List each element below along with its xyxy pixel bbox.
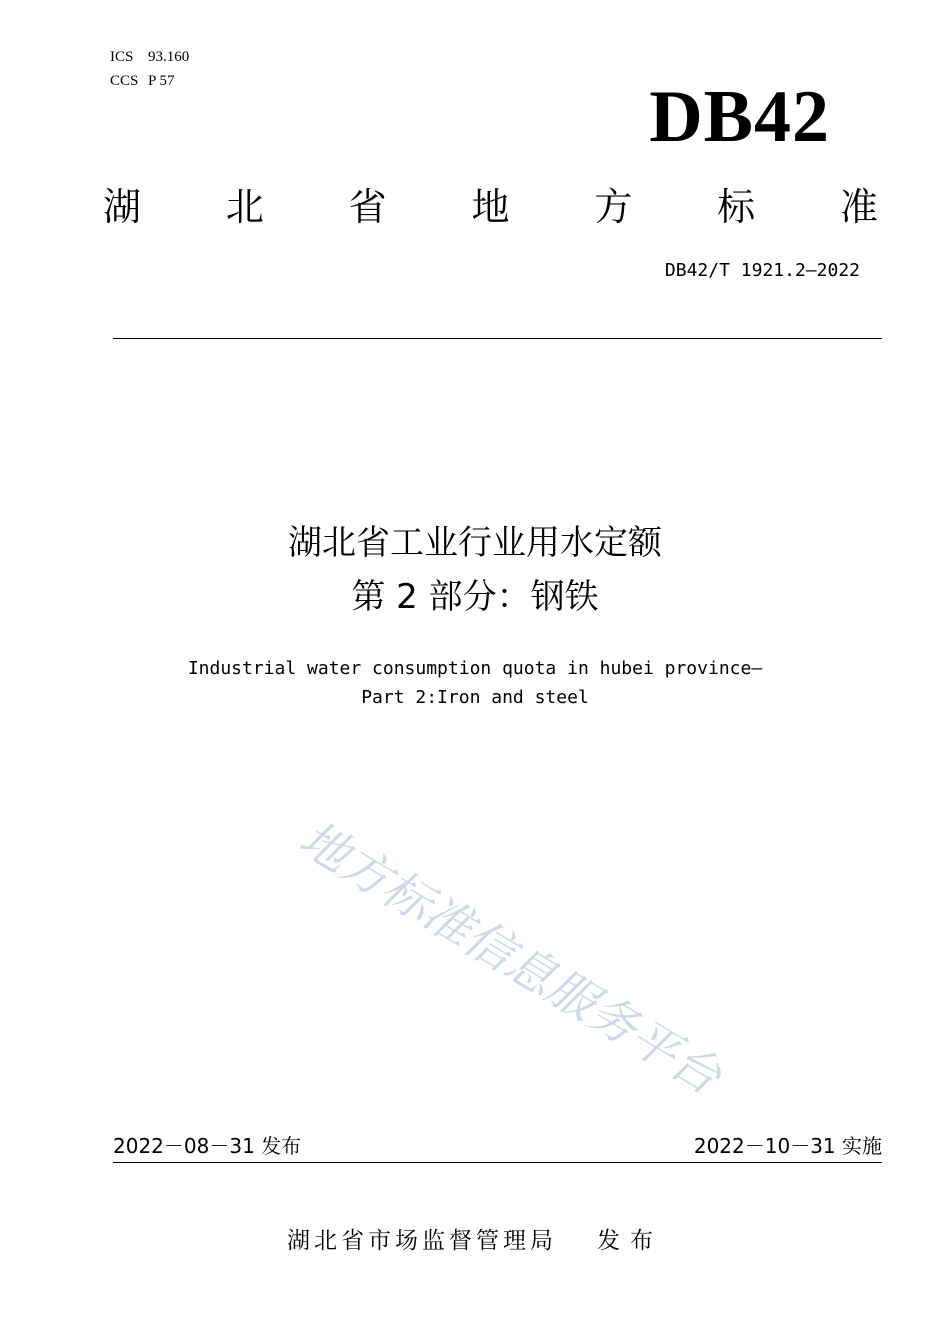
standard-type-char: 标 — [717, 185, 756, 229]
issuer-name: 湖北省市场监督管理局 — [287, 1228, 557, 1254]
standard-type-char: 地 — [471, 185, 510, 229]
classification-block — [110, 45, 189, 93]
footer-divider — [113, 1162, 882, 1163]
title-cn-line1: 湖北省工业行业用水定额 — [288, 523, 662, 563]
standard-type-char: 方 — [594, 185, 633, 229]
issuer-line — [0, 1226, 950, 1256]
ccs-value: P 57 — [148, 73, 175, 89]
implementation-date: 2022－10－31 实施 — [693, 1134, 882, 1158]
ccs-row — [110, 69, 189, 93]
header-divider — [113, 338, 882, 339]
standard-type-char: 准 — [839, 185, 878, 229]
standard-type-char: 北 — [225, 185, 264, 229]
standard-type-char: 省 — [348, 185, 387, 229]
ics-value: 93.160 — [148, 49, 190, 65]
standard-code: DB42 — [649, 76, 830, 158]
title-cn-line2: 第 2 部分：钢铁 — [351, 577, 599, 617]
standard-type — [103, 184, 878, 230]
ics-label: ICS — [110, 49, 134, 65]
issue-date: 2022－08－31 发布 — [113, 1134, 302, 1158]
watermark: 地方标准信息服务平台 — [289, 810, 731, 1106]
standard-type-char: 湖 — [103, 185, 142, 229]
ics-row — [110, 45, 189, 69]
issuer-verb: 发布 — [597, 1228, 663, 1254]
title-en-line1: Industrial water consumption quota in hubei province— — [187, 658, 763, 679]
ccs-label: CCS — [110, 73, 139, 89]
title-en-line2: Part 2:Iron and steel — [361, 687, 589, 708]
standard-number: DB42/T 1921.2—2022 — [664, 260, 860, 281]
